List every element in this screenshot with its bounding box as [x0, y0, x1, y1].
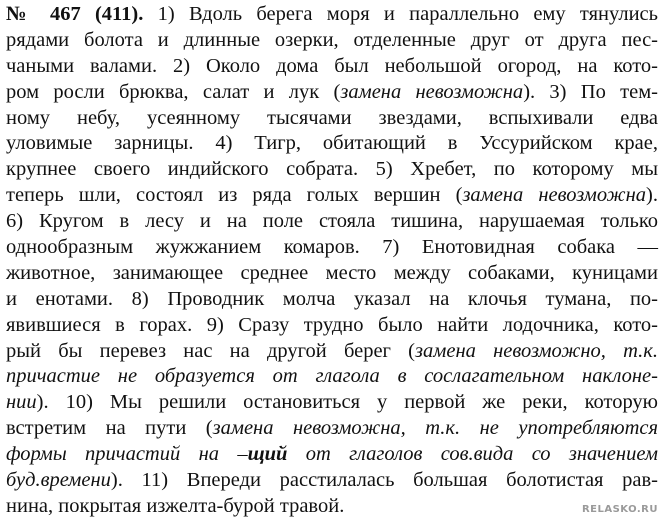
text-line	[6, 442, 658, 468]
italic-note: замена невозможна	[340, 80, 524, 103]
text-line	[6, 364, 658, 390]
exercise-text	[6, 2, 658, 520]
exercise-number: № 467 (411).	[6, 3, 144, 25]
text-line	[6, 54, 658, 80]
text-segment: ). 11) Впереди расстилалась большая болотистая рав-	[110, 469, 658, 492]
text-segment: ром росли брюква, салат и лук (	[6, 80, 341, 103]
italic-note: щий	[247, 443, 288, 466]
text-segment: уловимые зарницы. 4) Тигр, обитающий в Уссурийском крае,	[6, 132, 658, 155]
text-line	[6, 106, 658, 132]
text-line	[6, 261, 658, 287]
text-line	[6, 235, 658, 261]
text-line	[6, 28, 658, 54]
text-segment: ).	[646, 184, 658, 207]
text-segment: теперь шли, состоял из ряда голых вершин (	[6, 184, 463, 207]
text-line	[6, 313, 658, 339]
text-segment: ). 3) По тем-	[523, 80, 658, 103]
text-segment: 1) Вдоль берега моря и параллельно ему тянулись	[143, 3, 658, 25]
text-line	[6, 494, 658, 520]
text-line	[6, 209, 658, 235]
text-segment: явившиеся в горах. 9) Сразу трудно было найти лодочника, кото-	[6, 313, 658, 336]
text-segment: и енотами. 8) Проводник молча указал на клочья тумана, по-	[6, 287, 658, 310]
italic-note: от глаголов сов.вида со значением	[287, 443, 658, 466]
text-line	[6, 80, 658, 106]
italic-note: буд.времени	[6, 469, 111, 492]
text-line	[6, 157, 658, 183]
text-segment: ному небу, усеянному тысячами звездами, вспыхивали едва	[6, 106, 658, 129]
text-line	[6, 2, 658, 28]
italic-note: замена невозможна	[462, 184, 647, 207]
text-segment: однообразным жужжанием комаров. 7) Енотовидная собака —	[6, 236, 658, 259]
text-line	[6, 468, 658, 494]
italic-note: замена невозможно, т.к.	[415, 339, 658, 362]
text-line	[6, 287, 658, 313]
text-line	[6, 390, 658, 416]
text-segment: рядами болота и длинные озерки, отделенные друг от друга пес-	[6, 28, 658, 51]
text-line	[6, 131, 658, 157]
text-segment: 6) Кругом в лесу и на поле стояла тишина, нарушаемая только	[6, 210, 658, 233]
watermark: RELASKO.RU	[581, 504, 658, 515]
text-line	[6, 416, 658, 442]
text-segment: ). 10) Мы решили остановиться у первой же реки, которую	[36, 391, 658, 414]
text-line	[6, 339, 658, 365]
text-segment: чаными валами. 2) Около дома был небольшой огород, на кото-	[6, 54, 658, 77]
italic-note: причастие не образуется от глагола в сослагательном наклоне-	[6, 365, 658, 388]
italic-note: замена невозможна, т.к. не употребляются	[212, 417, 659, 440]
text-line	[6, 183, 658, 209]
text-segment: крупнее своего индийского собрата. 5) Хребет, по которому мы	[6, 158, 658, 181]
text-segment: нина, покрытая изжелта-бурой травой.	[6, 494, 345, 517]
text-segment: встретим на пути (	[6, 417, 213, 440]
italic-note: нии	[6, 391, 37, 414]
text-segment: рый бы перевез нас на другой берег (	[6, 339, 416, 362]
text-segment: животное, занимающее среднее место между собаками, куницами	[6, 261, 658, 284]
italic-note: формы причастий на –	[6, 443, 248, 466]
